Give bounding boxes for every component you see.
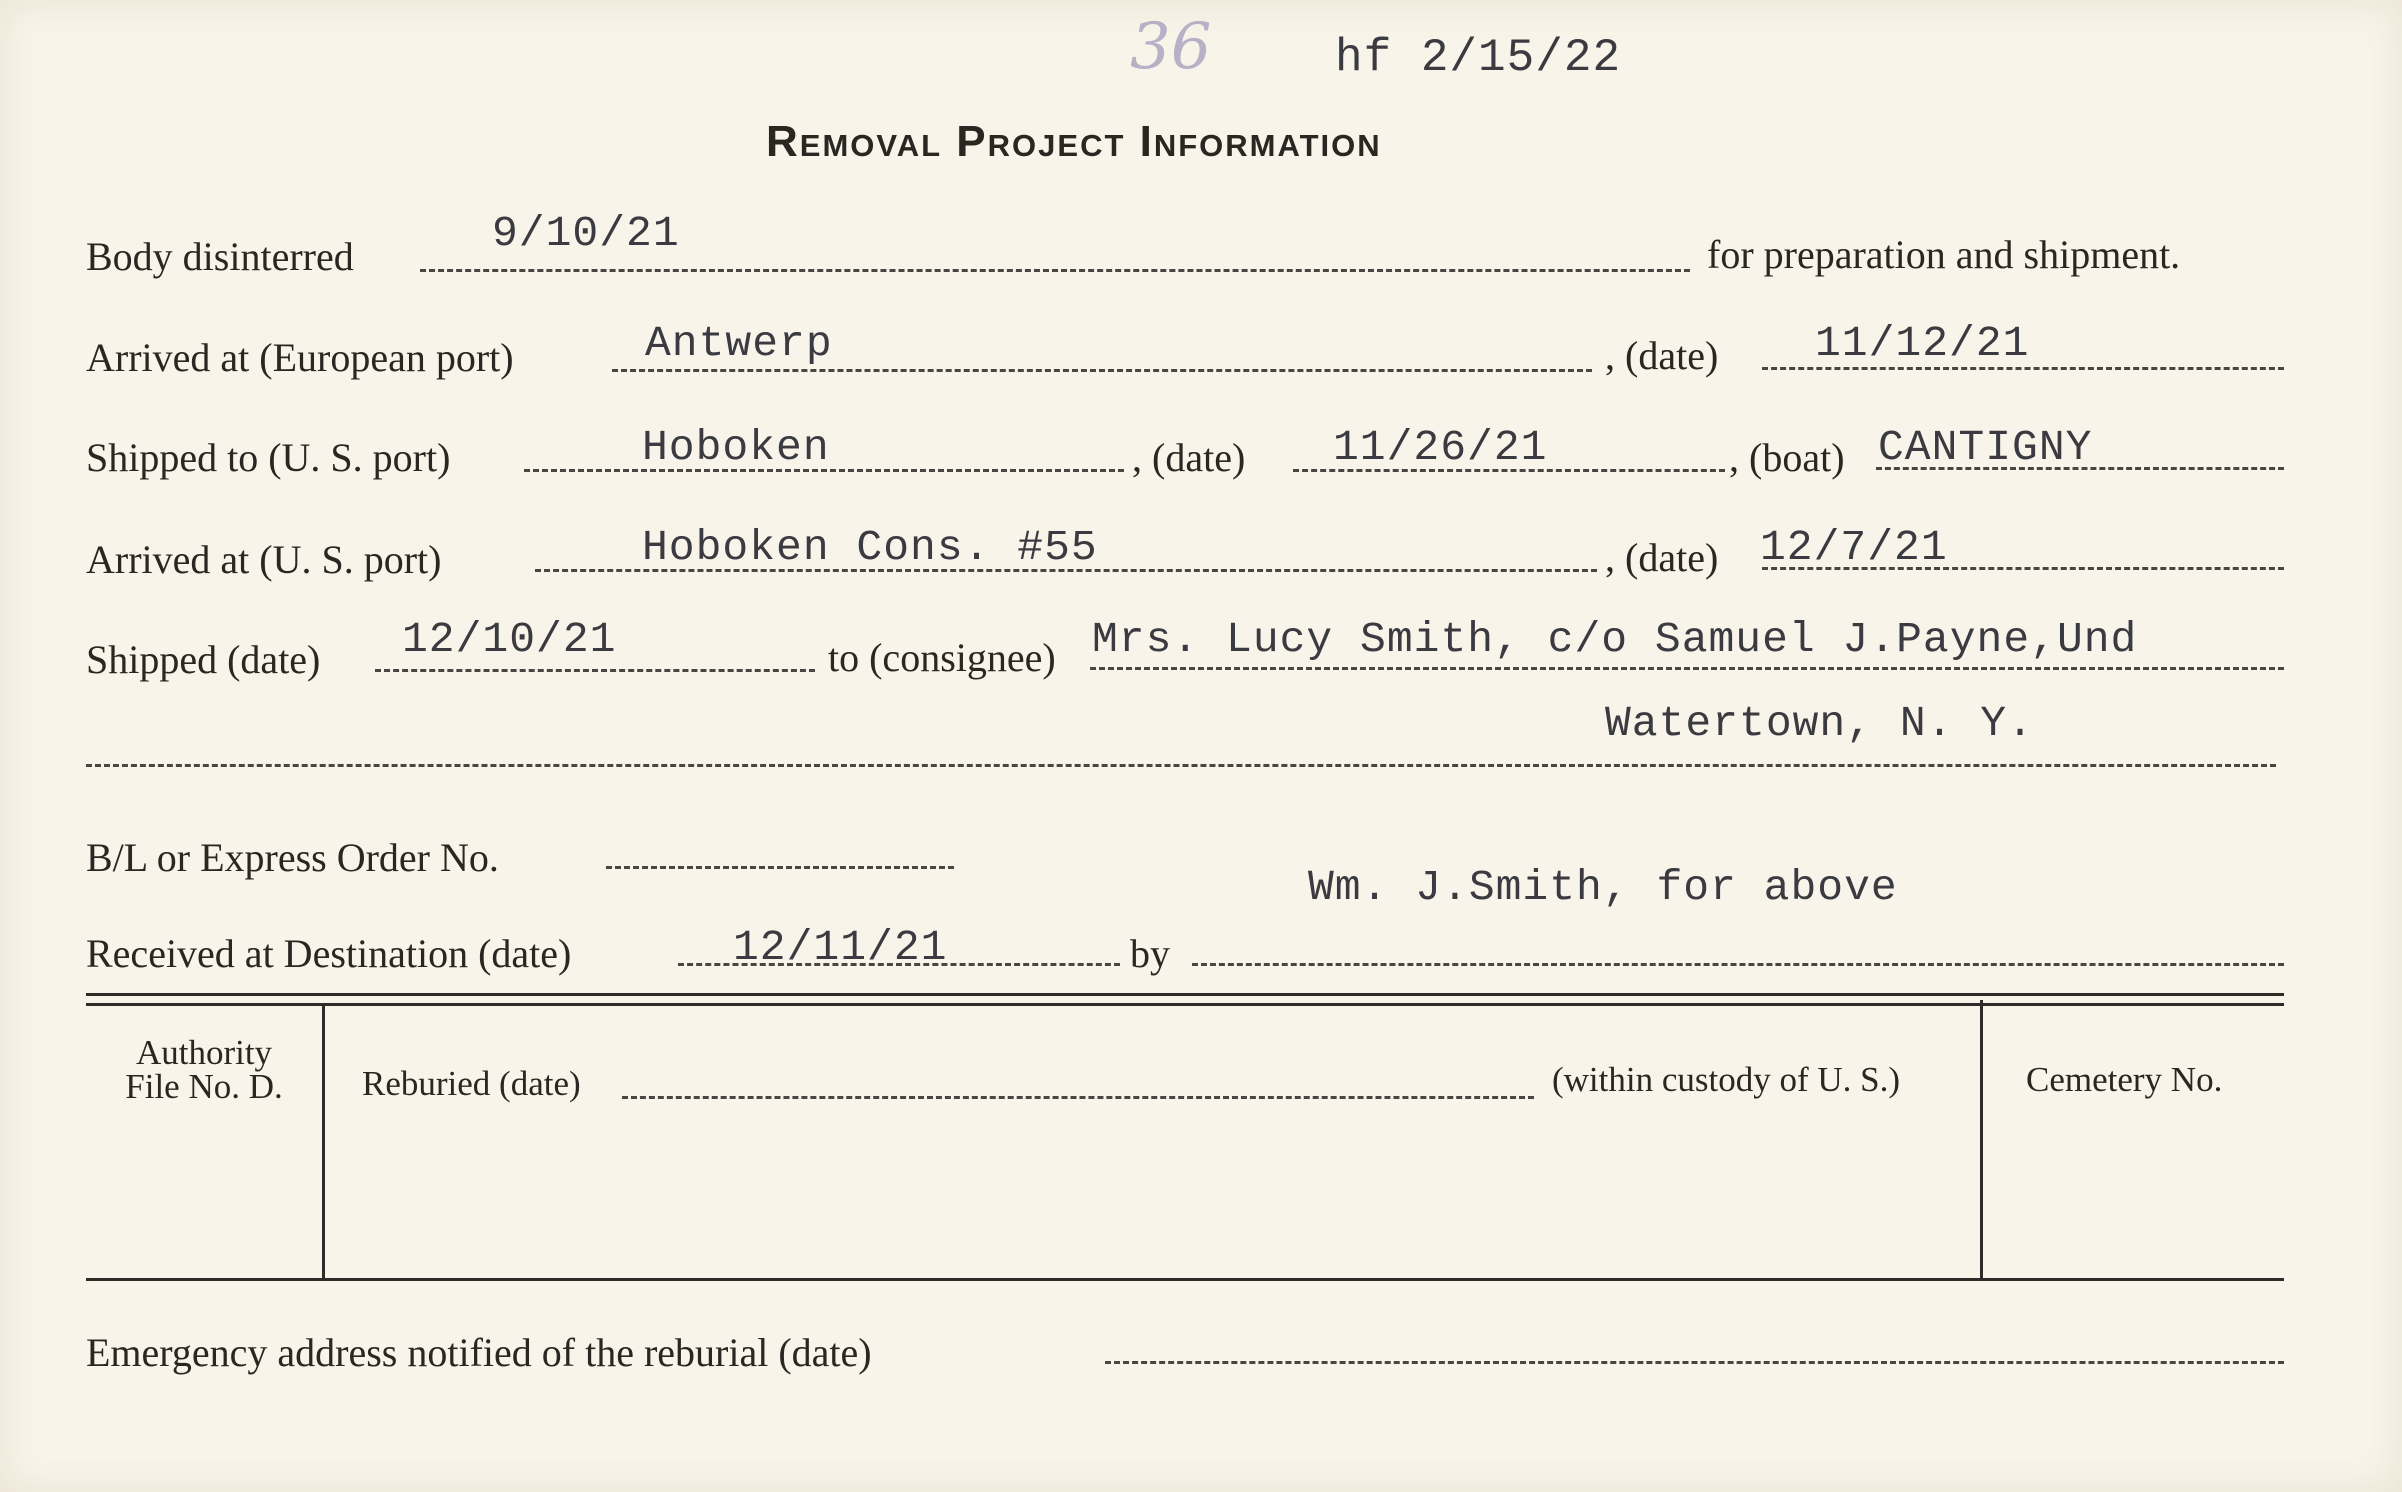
table-top-rule-2 xyxy=(86,1003,2284,1006)
reburied-label: Reburied (date) xyxy=(362,1064,581,1103)
received-by-label: by xyxy=(1130,931,1170,976)
disinterred-suffix: for preparation and shipment. xyxy=(1707,232,2181,277)
shipped-us-date-label: , (date) xyxy=(1132,435,1246,480)
consignee-value-line2: Watertown, N. Y. xyxy=(1605,699,2034,748)
shipped-us-label: Shipped to (U. S. port) xyxy=(86,435,451,480)
card-title: Removal Project Information xyxy=(766,117,1382,166)
consignee-continuation-line xyxy=(86,764,2276,767)
received-date-value: 12/11/21 xyxy=(733,923,948,972)
arrived-eu-port-line xyxy=(612,369,1592,372)
reburied-date-line xyxy=(622,1096,1534,1099)
received-label: Received at Destination (date) xyxy=(86,931,572,976)
table-bottom-rule xyxy=(86,1278,2284,1281)
custody-label: (within custody of U. S.) xyxy=(1552,1060,1901,1099)
disinterred-label: Body disinterred xyxy=(86,234,354,279)
shipped-us-port-value: Hoboken xyxy=(642,423,830,472)
arrived-eu-date-value: 11/12/21 xyxy=(1815,319,2030,368)
authority-label-line1: Authority xyxy=(135,1033,273,1072)
emergency-date-line xyxy=(1105,1361,2284,1364)
emergency-address-label: Emergency address notified of the reburial (date) xyxy=(86,1330,872,1375)
shipped-us-boat-value: CANTIGNY xyxy=(1878,423,2093,472)
table-divider-left xyxy=(322,1006,325,1278)
shipped-us-boat-label: , (boat) xyxy=(1729,435,1845,480)
received-by-line xyxy=(1192,963,2284,966)
arrived-us-date-value: 12/7/21 xyxy=(1760,523,1948,572)
disinterred-date-value: 9/10/21 xyxy=(492,209,680,258)
consignee-line xyxy=(1090,667,2284,670)
consignee-label: to (consignee) xyxy=(828,635,1056,680)
arrived-eu-label: Arrived at (European port) xyxy=(86,335,514,380)
shipped-date-value: 12/10/21 xyxy=(402,615,617,664)
clerk-initials-date: hf 2/15/22 xyxy=(1335,32,1622,84)
bl-order-label: B/L or Express Order No. xyxy=(86,835,499,880)
arrived-eu-port-value: Antwerp xyxy=(645,319,833,368)
arrived-us-label: Arrived at (U. S. port) xyxy=(86,537,442,582)
shipped-date-label: Shipped (date) xyxy=(86,637,321,682)
table-top-rule-1 xyxy=(86,993,2284,996)
shipped-date-line xyxy=(375,669,815,672)
arrived-us-date-label: , (date) xyxy=(1605,535,1719,580)
table-divider-right xyxy=(1980,1000,1983,1278)
bl-order-line xyxy=(606,866,954,869)
handwritten-mark: 36 xyxy=(1130,10,1212,84)
disinterred-field-line xyxy=(420,269,1690,272)
consignee-value-line1: Mrs. Lucy Smith, c/o Samuel J.Payne,Und xyxy=(1092,615,2138,664)
authority-label-line2: File No. D. xyxy=(125,1067,283,1106)
arrived-eu-date-label: , (date) xyxy=(1605,333,1719,378)
received-by-value: Wm. J.Smith, for above xyxy=(1308,863,1898,912)
cemetery-number-label: Cemetery No. xyxy=(2026,1060,2223,1099)
arrived-us-port-value: Hoboken Cons. #55 xyxy=(642,523,1098,572)
shipped-us-date-value: 11/26/21 xyxy=(1333,423,1548,472)
